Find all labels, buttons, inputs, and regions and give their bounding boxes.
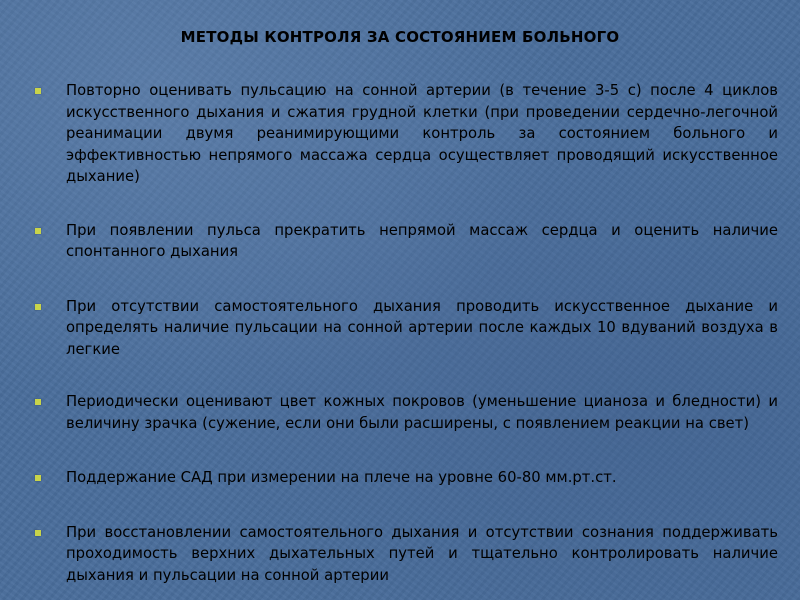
square-bullet-icon	[35, 530, 41, 536]
bullet-list	[32, 80, 778, 586]
bullet-item	[32, 220, 778, 263]
square-bullet-icon	[35, 88, 41, 94]
bullet-text: При отсутствии самостоятельного дыхания проводить искусственное дыхание и определять наличие пульсации на сонной артерии после каждых 10 вдуваний воздуха в легкие	[66, 297, 778, 358]
bullet-item	[32, 80, 778, 188]
slide-title: МЕТОДЫ КОНТРОЛЯ ЗА СОСТОЯНИЕМ БОЛЬНОГО	[180, 28, 620, 46]
bullet-text: Периодически оценивают цвет кожных покровов (уменьшение цианоза и бледности) и величину зрачка (сужение, если они были расширены, с появлением реакции на свет)	[66, 393, 778, 432]
bullet-text: При восстановлении самостоятельного дыхания и отсутствии сознания поддерживать проходимость верхних дыхательных путей и тщательно контролировать наличие дыхания и пульсации на сонной артерии	[66, 523, 778, 584]
square-bullet-icon	[35, 304, 41, 310]
square-bullet-icon	[35, 399, 41, 405]
bullet-item	[32, 391, 778, 434]
square-bullet-icon	[35, 228, 41, 234]
bullet-item	[32, 296, 778, 361]
bullet-text: Поддержание САД при измерении на плече на уровне 60-80 мм.рт.ст.	[66, 469, 617, 486]
bullet-item	[32, 467, 778, 489]
square-bullet-icon	[35, 475, 41, 481]
bullet-text: При появлении пульса прекратить непрямой массаж сердца и оценить наличие спонтанного дыхания	[66, 221, 778, 260]
bullet-text: Повторно оценивать пульсацию на сонной артерии (в течение 3-5 с) после 4 циклов искусственного дыхания и сжатия грудной клетки (при проведении сердечно-легочной реанимации двумя реанимирующими контроль за состоянием больного и эффективностью непрямого массажа сердца осуществляет проводящий искусственное дыхание)	[66, 82, 778, 185]
bullet-item	[32, 522, 778, 587]
